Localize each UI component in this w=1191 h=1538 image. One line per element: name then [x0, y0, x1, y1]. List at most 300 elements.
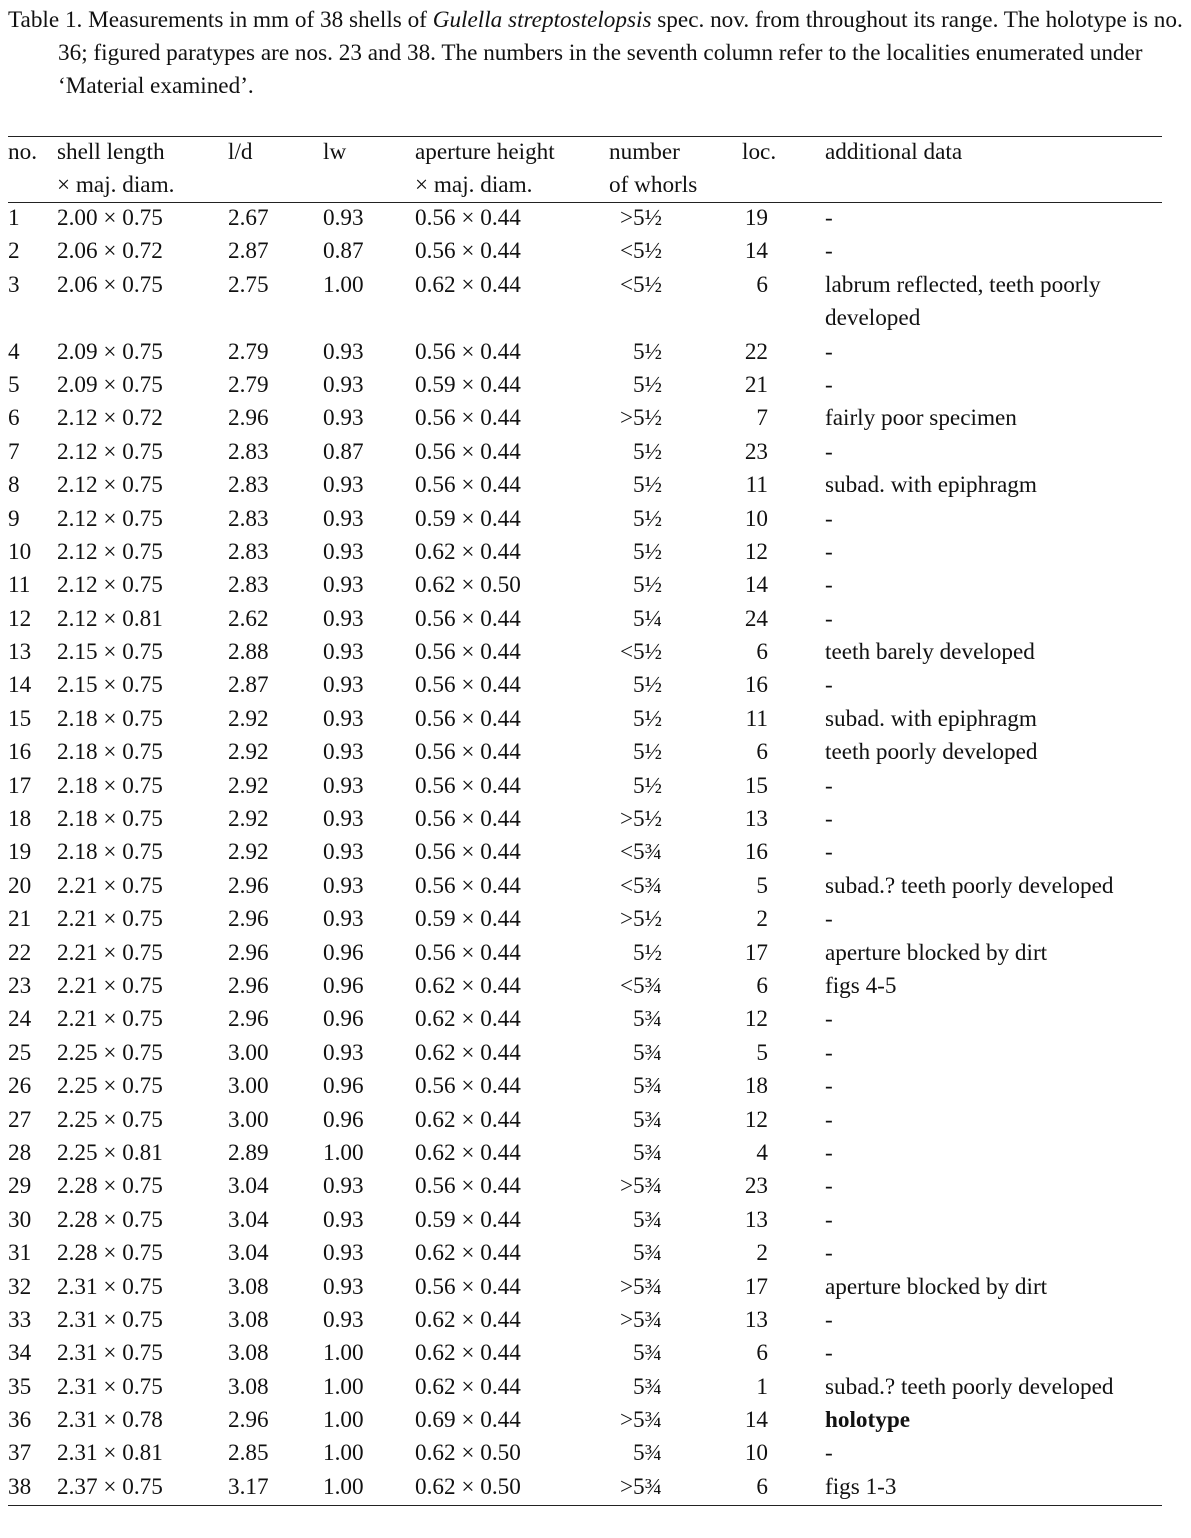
cell-loc: 6 — [756, 973, 768, 999]
cell-lw: 0.93 — [323, 572, 364, 599]
cell-shell-length: 2.12 × 0.75 — [57, 538, 163, 565]
cell-ld: 2.67 — [228, 205, 269, 231]
cell-lw: 0.93 — [323, 1240, 364, 1267]
cell-whorls: <5½ — [619, 238, 662, 265]
cell-no: 5 — [8, 371, 20, 398]
cell-lw: 0.93 — [323, 872, 364, 899]
table-row — [0, 1237, 1191, 1270]
cell-no: 10 — [8, 538, 32, 565]
cell-shell-length: 2.12 × 0.75 — [57, 505, 163, 532]
cell-shell-length: 2.15 × 0.75 — [57, 672, 163, 699]
cell-no: 33 — [8, 1306, 32, 1333]
cell-whorls: 5½ — [633, 338, 662, 365]
cell-lw: 0.93 — [323, 605, 364, 632]
cell-ld: 2.96 — [228, 872, 269, 899]
cell-whorls: 5½ — [633, 705, 662, 732]
cell-shell-length: 2.25 × 0.75 — [57, 1039, 163, 1066]
cell-no: 36 — [8, 1407, 32, 1434]
table-row — [0, 1371, 1191, 1404]
cell-no: 26 — [8, 1073, 32, 1100]
cell-no: 11 — [8, 572, 31, 599]
cell-aperture: 0.56 × 0.44 — [415, 1173, 521, 1200]
cell-lw: 1.00 — [323, 1473, 364, 1500]
cell-no: 20 — [8, 872, 32, 899]
header-lw: lw — [323, 139, 347, 165]
cell-shell-length: 2.31 × 0.75 — [57, 1273, 163, 1300]
table-row — [0, 1003, 1191, 1036]
cell-additional: - — [825, 1306, 833, 1333]
cell-additional: - — [825, 1206, 833, 1233]
cell-aperture: 0.56 × 0.44 — [415, 405, 521, 432]
table-row — [0, 1304, 1191, 1337]
cell-additional: subad. with epiphragm — [825, 705, 1037, 732]
cell-ld: 2.89 — [228, 1139, 269, 1166]
cell-lw: 0.93 — [323, 538, 364, 565]
cell-loc: 17 — [744, 939, 768, 966]
cell-additional: - — [825, 438, 833, 465]
cell-ld: 3.00 — [228, 1106, 269, 1133]
cell-additional: - — [825, 238, 833, 265]
cell-shell-length: 2.18 × 0.75 — [57, 772, 163, 799]
cell-whorls: >5½ — [619, 806, 662, 833]
cell-lw: 0.93 — [323, 1273, 364, 1300]
cell-lw: 0.93 — [323, 505, 364, 532]
table-row — [0, 402, 1191, 435]
cell-loc: 17 — [744, 1273, 768, 1300]
cell-shell-length: 2.37 × 0.75 — [57, 1473, 163, 1500]
cell-shell-length: 2.18 × 0.75 — [57, 705, 163, 732]
cell-no: 2 — [8, 238, 20, 265]
caption-suffix: spec. nov. from throughout its range. The holotype is no. 36; figured paratypes are nos. 23 and 38. The numbers in the seventh column refer to the localities enumerated under ‘Material examined’. — [58, 7, 1183, 99]
cell-ld: 2.85 — [228, 1440, 269, 1467]
cell-lw: 0.96 — [323, 939, 364, 966]
cell-lw: 0.93 — [323, 906, 364, 933]
cell-whorls: >5½ — [619, 906, 662, 933]
cell-loc: 10 — [744, 505, 768, 532]
cell-loc: 4 — [756, 1139, 768, 1166]
cell-additional: labrum reflected, teeth poorly developed — [825, 271, 1101, 332]
cell-aperture: 0.62 × 0.44 — [415, 538, 521, 565]
cell-shell-length: 2.12 × 0.81 — [57, 605, 163, 632]
cell-no: 3 — [8, 271, 20, 298]
cell-ld: 2.96 — [228, 1407, 269, 1434]
cell-lw: 1.00 — [323, 1440, 364, 1467]
cell-aperture: 0.62 × 0.50 — [415, 572, 521, 599]
cell-aperture: 0.62 × 0.44 — [415, 973, 521, 999]
table-row — [0, 703, 1191, 736]
cell-ld: 2.92 — [228, 705, 269, 732]
table-row — [0, 1204, 1191, 1237]
cell-ld: 3.00 — [228, 1073, 269, 1100]
cell-shell-length: 2.28 × 0.75 — [57, 1173, 163, 1200]
cell-whorls: 5½ — [633, 672, 662, 699]
cell-whorls: 5¾ — [633, 1073, 662, 1100]
cell-lw: 0.93 — [323, 1306, 364, 1333]
cell-additional: - — [825, 1440, 833, 1467]
table-row — [0, 336, 1191, 369]
table-row — [0, 1137, 1191, 1170]
cell-no: 34 — [8, 1340, 32, 1367]
cell-lw: 0.93 — [323, 672, 364, 699]
cell-no: 9 — [8, 505, 20, 532]
cell-aperture: 0.59 × 0.44 — [415, 1206, 521, 1233]
table-row — [0, 836, 1191, 869]
cell-lw: 0.96 — [323, 1106, 364, 1133]
cell-additional: - — [825, 1173, 833, 1200]
cell-lw: 0.93 — [323, 371, 364, 398]
cell-shell-length: 2.12 × 0.75 — [57, 572, 163, 599]
cell-no: 28 — [8, 1139, 32, 1166]
cell-aperture: 0.56 × 0.44 — [415, 438, 521, 465]
table-row — [0, 1104, 1191, 1137]
cell-additional: - — [825, 205, 833, 231]
cell-additional: - — [825, 806, 833, 833]
cell-additional: teeth barely developed — [825, 639, 1035, 666]
cell-shell-length: 2.06 × 0.72 — [57, 238, 163, 265]
cell-loc: 16 — [744, 672, 768, 699]
table-row — [0, 1170, 1191, 1203]
table-row — [0, 970, 1191, 1003]
cell-no: 25 — [8, 1039, 32, 1066]
table-row — [0, 369, 1191, 402]
cell-loc: 6 — [756, 271, 768, 298]
cell-additional: - — [825, 338, 833, 365]
cell-loc: 11 — [745, 705, 768, 732]
table-row — [0, 1437, 1191, 1470]
cell-ld: 2.87 — [228, 238, 269, 265]
cell-ld: 3.08 — [228, 1340, 269, 1367]
cell-whorls: 5½ — [633, 472, 662, 499]
cell-loc: 14 — [744, 572, 768, 599]
table-bottom-rule — [8, 1505, 1162, 1506]
cell-lw: 0.93 — [323, 1206, 364, 1233]
cell-additional: - — [825, 371, 833, 398]
cell-whorls: 5½ — [633, 939, 662, 966]
cell-whorls: >5¾ — [619, 1273, 662, 1300]
cell-aperture: 0.62 × 0.44 — [415, 1139, 521, 1166]
cell-additional: subad.? teeth poorly developed — [825, 872, 1114, 899]
cell-loc: 23 — [744, 438, 768, 465]
cell-loc: 13 — [744, 1206, 768, 1233]
cell-loc: 14 — [744, 1407, 768, 1434]
cell-whorls: >5¾ — [619, 1306, 662, 1333]
cell-additional: - — [825, 1006, 833, 1033]
table-row — [0, 269, 1191, 336]
cell-lw: 0.93 — [323, 338, 364, 365]
cell-lw: 0.93 — [323, 739, 364, 766]
cell-shell-length: 2.09 × 0.75 — [57, 371, 163, 398]
cell-loc: 2 — [756, 906, 768, 933]
cell-aperture: 0.56 × 0.44 — [415, 705, 521, 732]
cell-aperture: 0.56 × 0.44 — [415, 639, 521, 666]
cell-ld: 2.79 — [228, 338, 269, 365]
cell-lw: 0.93 — [323, 705, 364, 732]
cell-additional: - — [825, 1039, 833, 1066]
cell-whorls: <5¾ — [619, 973, 662, 999]
cell-lw: 0.93 — [323, 405, 364, 432]
cell-whorls: <5¾ — [619, 839, 662, 866]
cell-lw: 0.93 — [323, 1039, 364, 1066]
cell-lw: 0.93 — [323, 772, 364, 799]
cell-no: 35 — [8, 1373, 32, 1400]
cell-shell-length: 2.18 × 0.75 — [57, 806, 163, 833]
cell-additional: - — [825, 572, 833, 599]
header-aperture: aperture height — [415, 139, 555, 165]
cell-ld: 2.62 — [228, 605, 269, 632]
cell-whorls: 5¾ — [633, 1106, 662, 1133]
header-no: no. — [8, 139, 37, 165]
cell-loc: 15 — [744, 772, 768, 799]
cell-ld: 3.00 — [228, 1039, 269, 1066]
cell-whorls: 5¾ — [633, 1340, 662, 1367]
cell-whorls: 5½ — [633, 572, 662, 599]
cell-ld: 2.83 — [228, 572, 269, 599]
cell-ld: 2.96 — [228, 906, 269, 933]
cell-no: 8 — [8, 472, 20, 499]
cell-whorls: 5½ — [633, 505, 662, 532]
table-row — [0, 469, 1191, 502]
table-row — [0, 736, 1191, 769]
cell-ld: 2.88 — [228, 639, 269, 666]
cell-ld: 2.96 — [228, 405, 269, 432]
cell-additional: aperture blocked by dirt — [825, 939, 1048, 966]
cell-loc: 6 — [756, 639, 768, 666]
cell-shell-length: 2.18 × 0.75 — [57, 739, 163, 766]
cell-ld: 2.83 — [228, 505, 269, 532]
cell-whorls: 5½ — [633, 739, 662, 766]
table-row — [0, 770, 1191, 803]
cell-ld: 2.75 — [228, 271, 269, 298]
cell-aperture: 0.56 × 0.44 — [415, 205, 521, 231]
cell-additional: - — [825, 538, 833, 565]
cell-whorls: >5¾ — [619, 1173, 662, 1200]
cell-additional: subad. with epiphragm — [825, 472, 1037, 499]
cell-shell-length: 2.25 × 0.75 — [57, 1106, 163, 1133]
table-body — [0, 202, 1191, 1504]
cell-shell-length: 2.21 × 0.75 — [57, 939, 163, 966]
table-row — [0, 503, 1191, 536]
cell-loc: 14 — [744, 238, 768, 265]
header-shell-length: shell length — [57, 139, 165, 165]
cell-shell-length: 2.31 × 0.75 — [57, 1340, 163, 1367]
cell-aperture: 0.62 × 0.44 — [415, 1240, 521, 1267]
cell-lw: 0.93 — [323, 472, 364, 499]
header-aperture-sub: × maj. diam. — [415, 172, 533, 198]
header-whorls-sub: of whorls — [609, 172, 698, 198]
cell-loc: 22 — [744, 338, 768, 365]
cell-shell-length: 2.21 × 0.75 — [57, 906, 163, 933]
table-row — [0, 1404, 1191, 1437]
cell-additional: figs 4-5 — [825, 973, 897, 999]
cell-no: 15 — [8, 705, 32, 732]
cell-additional: teeth poorly developed — [825, 739, 1038, 766]
cell-whorls: >5½ — [619, 205, 662, 231]
table-row — [0, 202, 1191, 235]
cell-whorls: 5½ — [633, 538, 662, 565]
cell-shell-length: 2.15 × 0.75 — [57, 639, 163, 666]
cell-lw: 0.93 — [323, 639, 364, 666]
cell-additional: - — [825, 906, 833, 933]
cell-loc: 6 — [756, 1473, 768, 1500]
cell-lw: 0.93 — [323, 205, 364, 231]
cell-additional: figs 1-3 — [825, 1473, 897, 1500]
cell-additional: - — [825, 839, 833, 866]
cell-aperture: 0.56 × 0.44 — [415, 806, 521, 833]
cell-ld: 2.83 — [228, 538, 269, 565]
cell-whorls: 5¾ — [633, 1240, 662, 1267]
cell-whorls: <5¾ — [619, 872, 662, 899]
cell-no: 13 — [8, 639, 32, 666]
table-row — [0, 903, 1191, 936]
cell-whorls: 5½ — [633, 371, 662, 398]
cell-shell-length: 2.31 × 0.78 — [57, 1407, 163, 1434]
cell-lw: 1.00 — [323, 271, 364, 298]
cell-shell-length: 2.12 × 0.75 — [57, 438, 163, 465]
cell-ld: 2.96 — [228, 939, 269, 966]
cell-no: 31 — [8, 1240, 32, 1267]
cell-shell-length: 2.21 × 0.75 — [57, 872, 163, 899]
cell-no: 27 — [8, 1106, 32, 1133]
header-additional: additional data — [825, 139, 963, 165]
cell-aperture: 0.62 × 0.44 — [415, 1039, 521, 1066]
cell-aperture: 0.62 × 0.50 — [415, 1473, 521, 1500]
cell-ld: 2.96 — [228, 1006, 269, 1033]
cell-aperture: 0.62 × 0.50 — [415, 1440, 521, 1467]
cell-aperture: 0.62 × 0.44 — [415, 1340, 521, 1367]
cell-whorls: >5¾ — [619, 1407, 662, 1434]
cell-lw: 0.96 — [323, 1073, 364, 1100]
cell-whorls: 5¾ — [633, 1373, 662, 1400]
cell-ld: 3.04 — [228, 1206, 269, 1233]
cell-loc: 6 — [756, 739, 768, 766]
cell-ld: 2.92 — [228, 739, 269, 766]
caption-prefix: Table 1. Measurements in mm of 38 shells of — [8, 7, 433, 33]
cell-ld: 2.87 — [228, 672, 269, 699]
cell-aperture: 0.56 × 0.44 — [415, 772, 521, 799]
table-row — [0, 1037, 1191, 1070]
cell-loc: 7 — [756, 405, 768, 432]
table-row — [0, 569, 1191, 602]
cell-no: 23 — [8, 973, 32, 999]
cell-whorls: 5¾ — [633, 1440, 662, 1467]
cell-additional: subad.? teeth poorly developed — [825, 1373, 1114, 1400]
table-row — [0, 870, 1191, 903]
cell-ld: 2.92 — [228, 772, 269, 799]
table-row — [0, 1271, 1191, 1304]
cell-loc: 12 — [744, 538, 768, 565]
cell-ld: 3.17 — [228, 1473, 269, 1500]
table-top-rule — [8, 136, 1162, 137]
cell-lw: 0.93 — [323, 1173, 364, 1200]
cell-shell-length: 2.28 × 0.75 — [57, 1206, 163, 1233]
cell-shell-length: 2.21 × 0.75 — [57, 1006, 163, 1033]
cell-whorls: 5½ — [633, 438, 662, 465]
cell-additional: holotype — [825, 1407, 911, 1434]
cell-aperture: 0.62 × 0.44 — [415, 1006, 521, 1033]
cell-lw: 0.93 — [323, 806, 364, 833]
cell-shell-length: 2.28 × 0.75 — [57, 1240, 163, 1267]
cell-loc: 11 — [745, 472, 768, 499]
cell-lw: 1.00 — [323, 1373, 364, 1400]
cell-loc: 16 — [744, 839, 768, 866]
cell-ld: 2.96 — [228, 973, 269, 999]
cell-no: 32 — [8, 1273, 32, 1300]
cell-aperture: 0.56 × 0.44 — [415, 839, 521, 866]
cell-ld: 3.04 — [228, 1173, 269, 1200]
cell-lw: 0.87 — [323, 238, 364, 265]
cell-whorls: 5¾ — [633, 1006, 662, 1033]
cell-no: 19 — [8, 839, 32, 866]
cell-no: 4 — [8, 338, 20, 365]
cell-ld: 2.92 — [228, 806, 269, 833]
table-row — [0, 803, 1191, 836]
cell-whorls: >5¾ — [619, 1473, 662, 1500]
cell-whorls: 5¾ — [633, 1039, 662, 1066]
cell-no: 12 — [8, 605, 32, 632]
cell-additional: aperture blocked by dirt — [825, 1273, 1048, 1300]
cell-loc: 2 — [756, 1240, 768, 1267]
cell-shell-length: 2.21 × 0.75 — [57, 973, 163, 999]
cell-aperture: 0.56 × 0.44 — [415, 238, 521, 265]
cell-no: 16 — [8, 739, 32, 766]
cell-loc: 13 — [744, 806, 768, 833]
cell-aperture: 0.56 × 0.44 — [415, 939, 521, 966]
cell-whorls: 5½ — [633, 772, 662, 799]
cell-loc: 23 — [744, 1173, 768, 1200]
cell-aperture: 0.56 × 0.44 — [415, 472, 521, 499]
cell-no: 1 — [8, 205, 20, 231]
cell-lw: 1.00 — [323, 1340, 364, 1367]
cell-shell-length: 2.00 × 0.75 — [57, 205, 163, 231]
cell-loc: 5 — [756, 1039, 768, 1066]
cell-shell-length: 2.25 × 0.75 — [57, 1073, 163, 1100]
cell-ld: 3.08 — [228, 1373, 269, 1400]
cell-aperture: 0.59 × 0.44 — [415, 505, 521, 532]
cell-additional: - — [825, 1240, 833, 1267]
table-row — [0, 1070, 1191, 1103]
cell-aperture: 0.56 × 0.44 — [415, 1073, 521, 1100]
cell-lw: 0.93 — [323, 839, 364, 866]
table-row — [0, 1337, 1191, 1370]
cell-additional: - — [825, 672, 833, 699]
cell-aperture: 0.56 × 0.44 — [415, 872, 521, 899]
cell-whorls: 5¾ — [633, 1206, 662, 1233]
cell-whorls: <5½ — [619, 271, 662, 298]
cell-ld: 2.79 — [228, 371, 269, 398]
cell-loc: 19 — [744, 205, 768, 231]
cell-additional: fairly poor specimen — [825, 405, 1017, 432]
cell-loc: 6 — [756, 1340, 768, 1367]
cell-shell-length: 2.09 × 0.75 — [57, 338, 163, 365]
cell-lw: 0.87 — [323, 438, 364, 465]
cell-loc: 5 — [756, 872, 768, 899]
cell-ld: 2.92 — [228, 839, 269, 866]
cell-loc: 13 — [744, 1306, 768, 1333]
cell-no: 6 — [8, 405, 20, 432]
table-row — [0, 669, 1191, 702]
cell-no: 14 — [8, 672, 32, 699]
cell-no: 37 — [8, 1440, 32, 1467]
cell-shell-length: 2.12 × 0.75 — [57, 472, 163, 499]
cell-aperture: 0.56 × 0.44 — [415, 739, 521, 766]
cell-whorls: 5¾ — [633, 1139, 662, 1166]
cell-aperture: 0.56 × 0.44 — [415, 672, 521, 699]
cell-aperture: 0.62 × 0.44 — [415, 271, 521, 298]
cell-lw: 0.96 — [323, 973, 364, 999]
cell-no: 7 — [8, 438, 20, 465]
cell-loc: 24 — [744, 605, 768, 632]
cell-additional: - — [825, 772, 833, 799]
